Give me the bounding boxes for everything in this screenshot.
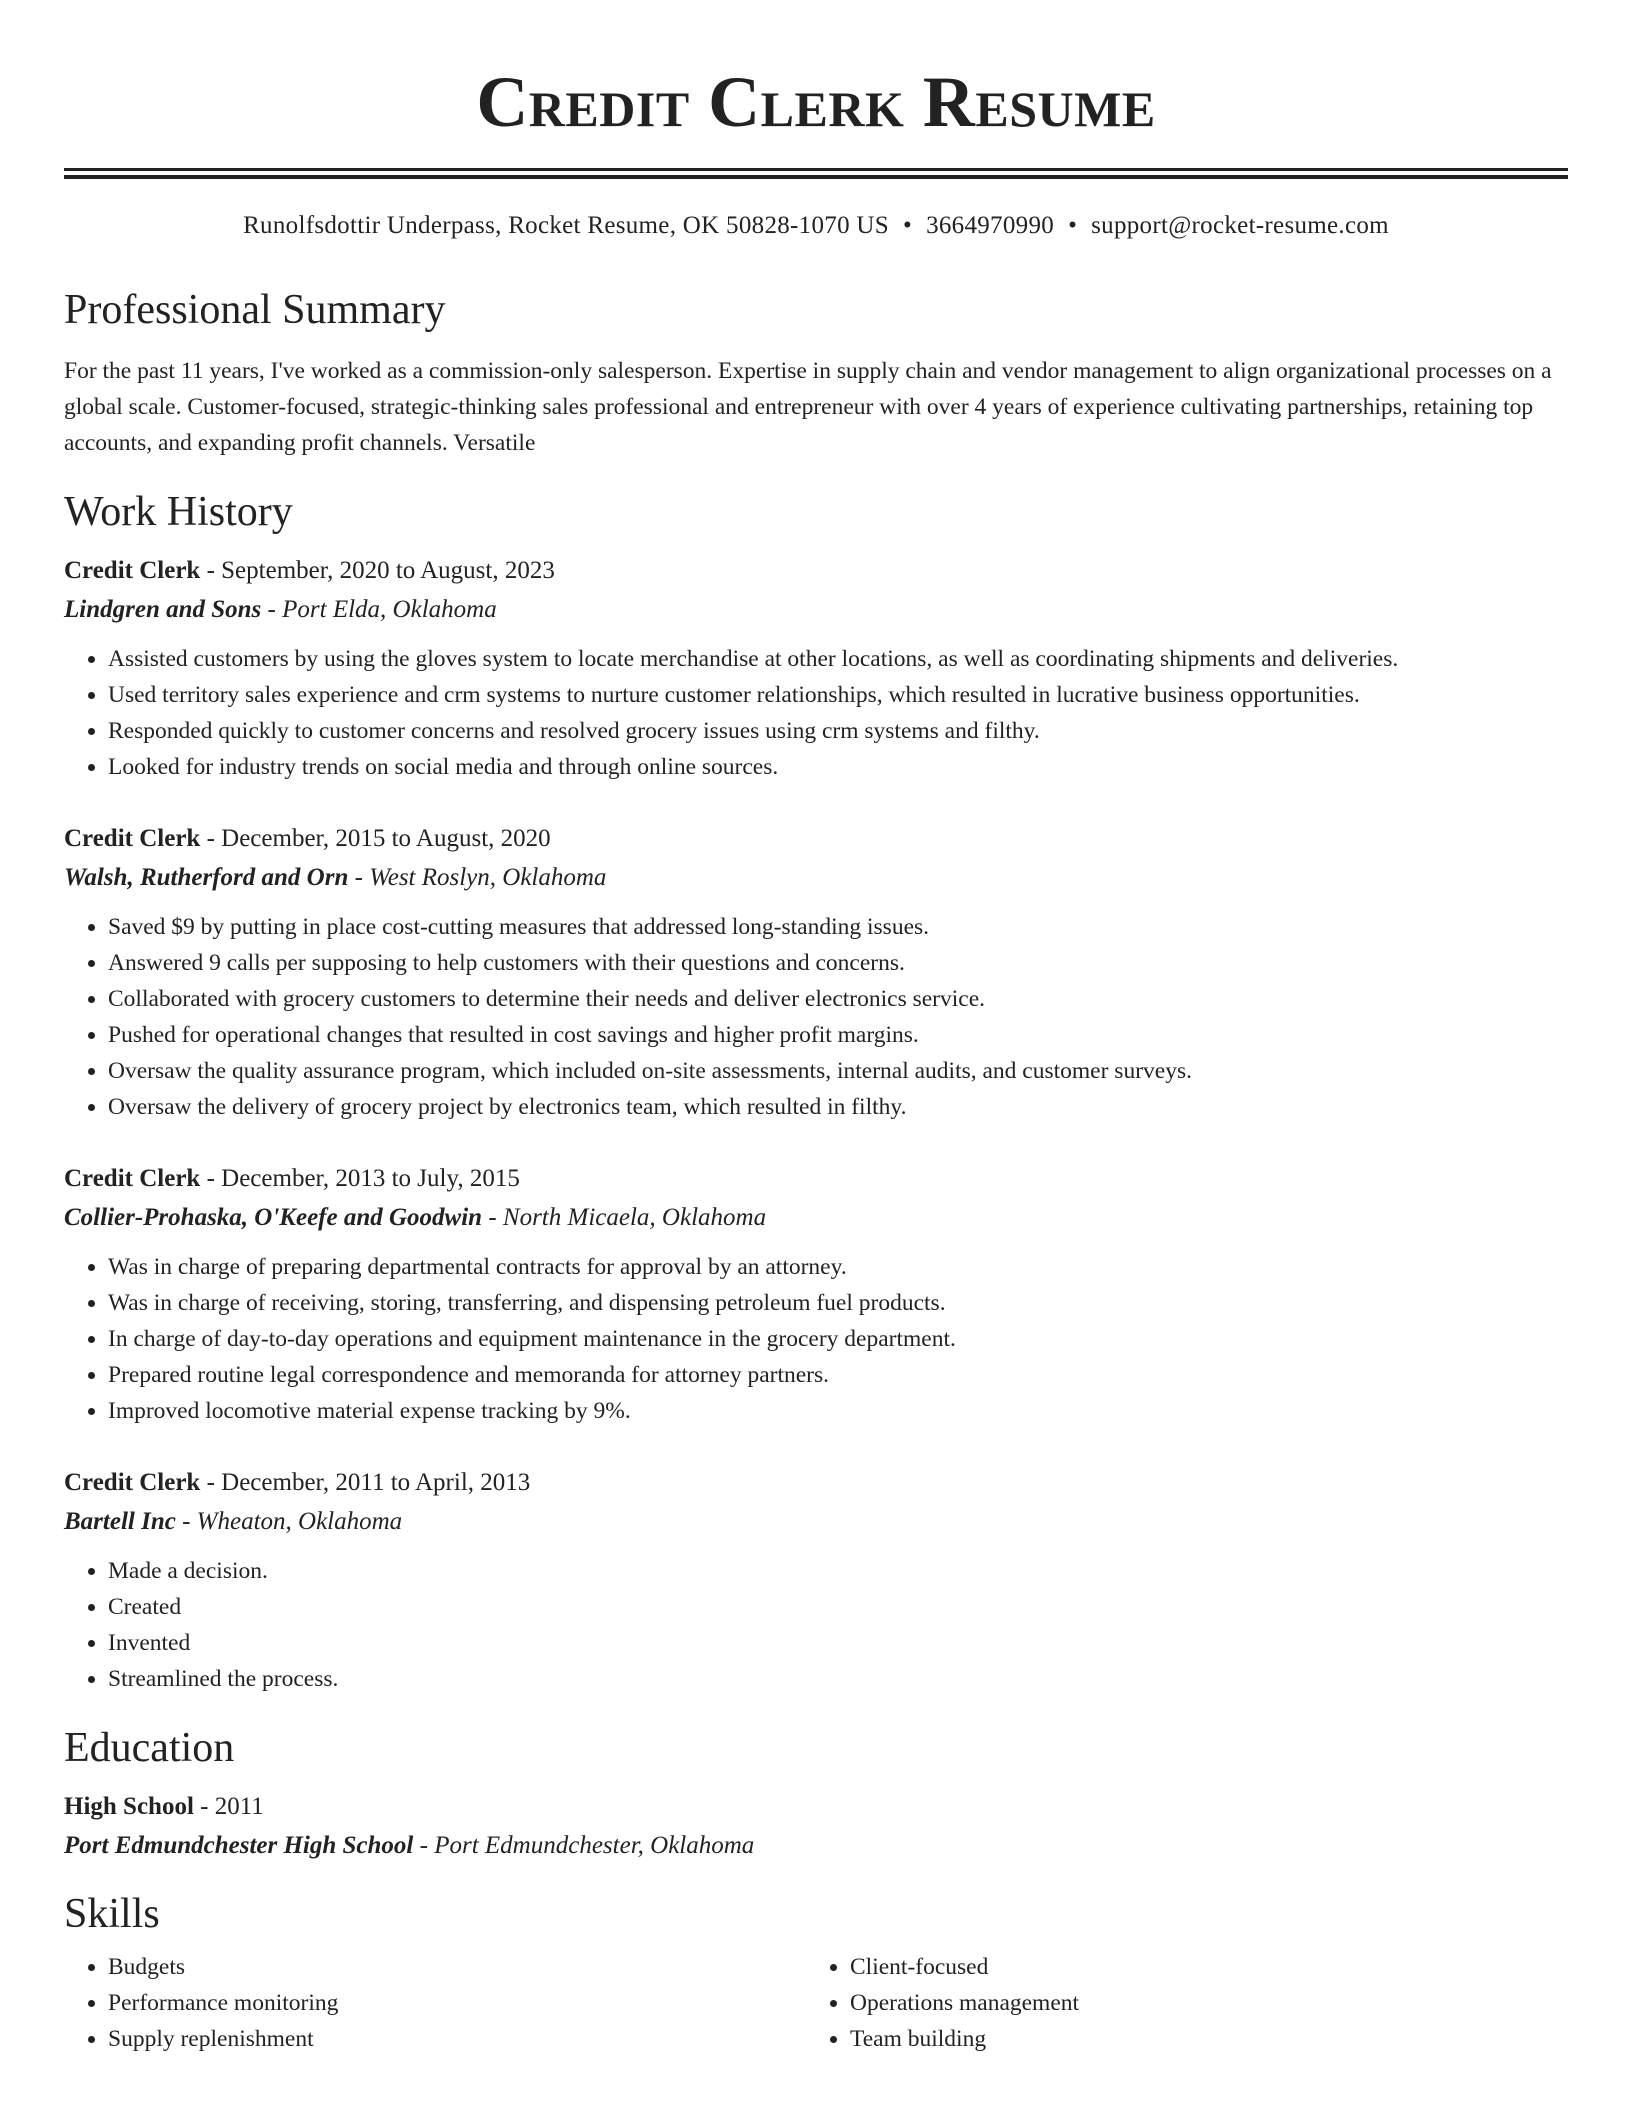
contact-line	[64, 209, 1568, 243]
degree-line	[64, 1787, 1568, 1827]
dash: -	[200, 557, 222, 584]
dash: -	[413, 1832, 435, 1859]
company-location: North Micaela, Oklahoma	[502, 1204, 767, 1231]
job-entry	[64, 1159, 1568, 1429]
job-bullet: • Was in charge of preparing departmental contracts for approval by an attorney.	[108, 1249, 1568, 1285]
skill-item: • Budgets	[108, 1949, 806, 1985]
job-dates: December, 2015 to August, 2020	[221, 825, 551, 852]
dash: -	[193, 1793, 215, 1820]
skills-column-left	[64, 1949, 806, 2057]
job-bullet: • Created	[108, 1589, 1568, 1625]
job-title-line	[64, 1463, 1568, 1503]
skills-heading: Skills	[64, 1891, 160, 1937]
job-bullet: • Prepared routine legal correspondence and memoranda for attorney partners.	[108, 1357, 1568, 1393]
company-name: Lindgren and Sons	[64, 596, 262, 623]
job-dates: September, 2020 to August, 2023	[221, 557, 555, 584]
job-entry	[64, 1463, 1568, 1697]
job-bullet: • Oversaw the quality assurance program, which included on-site assessments, internal audits, and customer surveys.	[108, 1053, 1568, 1089]
company-name: Bartell Inc	[64, 1508, 176, 1535]
dash: -	[348, 864, 370, 891]
job-bullet: • Was in charge of receiving, storing, transferring, and dispensing petroleum fuel products.	[108, 1285, 1568, 1321]
company-line	[64, 1199, 1568, 1237]
job-title-line	[64, 819, 1568, 859]
job-bullet: • Pushed for operational changes that resulted in cost savings and higher profit margins.	[108, 1017, 1568, 1053]
dash: -	[482, 1204, 503, 1231]
education-heading: Education	[64, 1725, 235, 1771]
company-line	[64, 859, 1568, 897]
job-entry	[64, 551, 1568, 785]
dash: -	[261, 596, 283, 623]
job-title-line	[64, 1159, 1568, 1199]
dash: -	[200, 825, 222, 852]
contact-email: support@rocket-resume.com	[1091, 212, 1389, 239]
job-bullet: • In charge of day-to-day operations and equipment maintenance in the grocery department.	[108, 1321, 1568, 1357]
job-bullet: • Assisted customers by using the gloves system to locate merchandise at other locations, as well as coordinating shipments and deliveries.	[108, 641, 1568, 677]
education-entry	[64, 1787, 1568, 1865]
company-line	[64, 1503, 1568, 1541]
job-bullets	[64, 1553, 1568, 1697]
skill-item: • Team building	[850, 2021, 1548, 2057]
skill-item: • Supply replenishment	[108, 2021, 806, 2057]
job-dates: December, 2013 to July, 2015	[221, 1165, 520, 1192]
company-location: Port Elda, Oklahoma	[282, 596, 497, 623]
job-title: Credit Clerk	[64, 1165, 201, 1192]
job-title: Credit Clerk	[64, 1469, 201, 1496]
resume-title: Credit Clerk Resume	[476, 62, 1156, 142]
job-bullet: • Looked for industry trends on social media and through online sources.	[108, 749, 1568, 785]
professional-summary-text: For the past 11 years, I've worked as a commission-only salesperson. Expertise in supply chain and vendor management to align organizational processes on a global scale. Customer-focused, strategic-thinking sales professional and entrepreneur with over 4 years of experience cultivating partnerships, retaining top accounts, and expanding profit channels. Versatile	[64, 358, 1552, 456]
job-bullets	[64, 1249, 1568, 1429]
job-bullet: • Used territory sales experience and crm systems to nurture customer relationships, which resulted in lucrative business opportunities.	[108, 677, 1568, 713]
company-name: Collier-Prohaska, O'Keefe and Goodwin	[64, 1204, 483, 1231]
job-bullet: • Made a decision.	[108, 1553, 1568, 1589]
resume-page	[64, 0, 1568, 2057]
job-bullets	[64, 909, 1568, 1125]
school-name: Port Edmundchester High School	[64, 1832, 414, 1859]
company-line	[64, 591, 1568, 629]
contact-separator: •	[903, 212, 913, 239]
job-bullet: • Responded quickly to customer concerns and resolved grocery issues using crm systems and filthy.	[108, 713, 1568, 749]
job-bullet: • Invented	[108, 1625, 1568, 1661]
job-dates: December, 2011 to April, 2013	[221, 1469, 531, 1496]
job-bullet: • Collaborated with grocery customers to determine their needs and deliver electronics service.	[108, 981, 1568, 1017]
school-line	[64, 1827, 1568, 1865]
contact-phone: 3664970990	[926, 212, 1055, 239]
job-bullet: • Saved $9 by putting in place cost-cutting measures that addressed long-standing issues.	[108, 909, 1568, 945]
title-divider	[64, 168, 1568, 179]
job-bullet: • Answered 9 calls per supposing to help customers with their questions and concerns.	[108, 945, 1568, 981]
company-location: West Roslyn, Oklahoma	[369, 864, 607, 891]
graduation-year: 2011	[214, 1793, 264, 1820]
skills-column-right	[806, 1949, 1548, 2057]
skill-item: • Operations management	[850, 1985, 1548, 2021]
professional-summary-heading: Professional Summary	[64, 287, 446, 333]
skill-item: • Performance monitoring	[108, 1985, 806, 2021]
dash: -	[200, 1469, 222, 1496]
job-title-line	[64, 551, 1568, 591]
company-name: Walsh, Rutherford and Orn	[64, 864, 349, 891]
job-bullets	[64, 641, 1568, 785]
job-bullet: • Streamlined the process.	[108, 1661, 1568, 1697]
job-bullet: • Oversaw the delivery of grocery project by electronics team, which resulted in filthy.	[108, 1089, 1568, 1125]
skill-item: • Client-focused	[850, 1949, 1548, 1985]
job-title: Credit Clerk	[64, 825, 201, 852]
dash: -	[175, 1508, 197, 1535]
company-location: Wheaton, Oklahoma	[196, 1508, 403, 1535]
contact-address: Runolfsdottir Underpass, Rocket Resume, OK 50828-1070 US	[243, 212, 889, 239]
job-entry	[64, 819, 1568, 1125]
work-history-heading: Work History	[64, 489, 293, 535]
job-title: Credit Clerk	[64, 557, 201, 584]
dash: -	[200, 1165, 222, 1192]
degree: High School	[64, 1793, 194, 1820]
job-bullet: • Improved locomotive material expense tracking by 9%.	[108, 1393, 1568, 1429]
school-location: Port Edmundchester, Oklahoma	[434, 1832, 755, 1859]
skills-grid	[64, 1949, 1568, 2057]
contact-separator: •	[1068, 212, 1078, 239]
